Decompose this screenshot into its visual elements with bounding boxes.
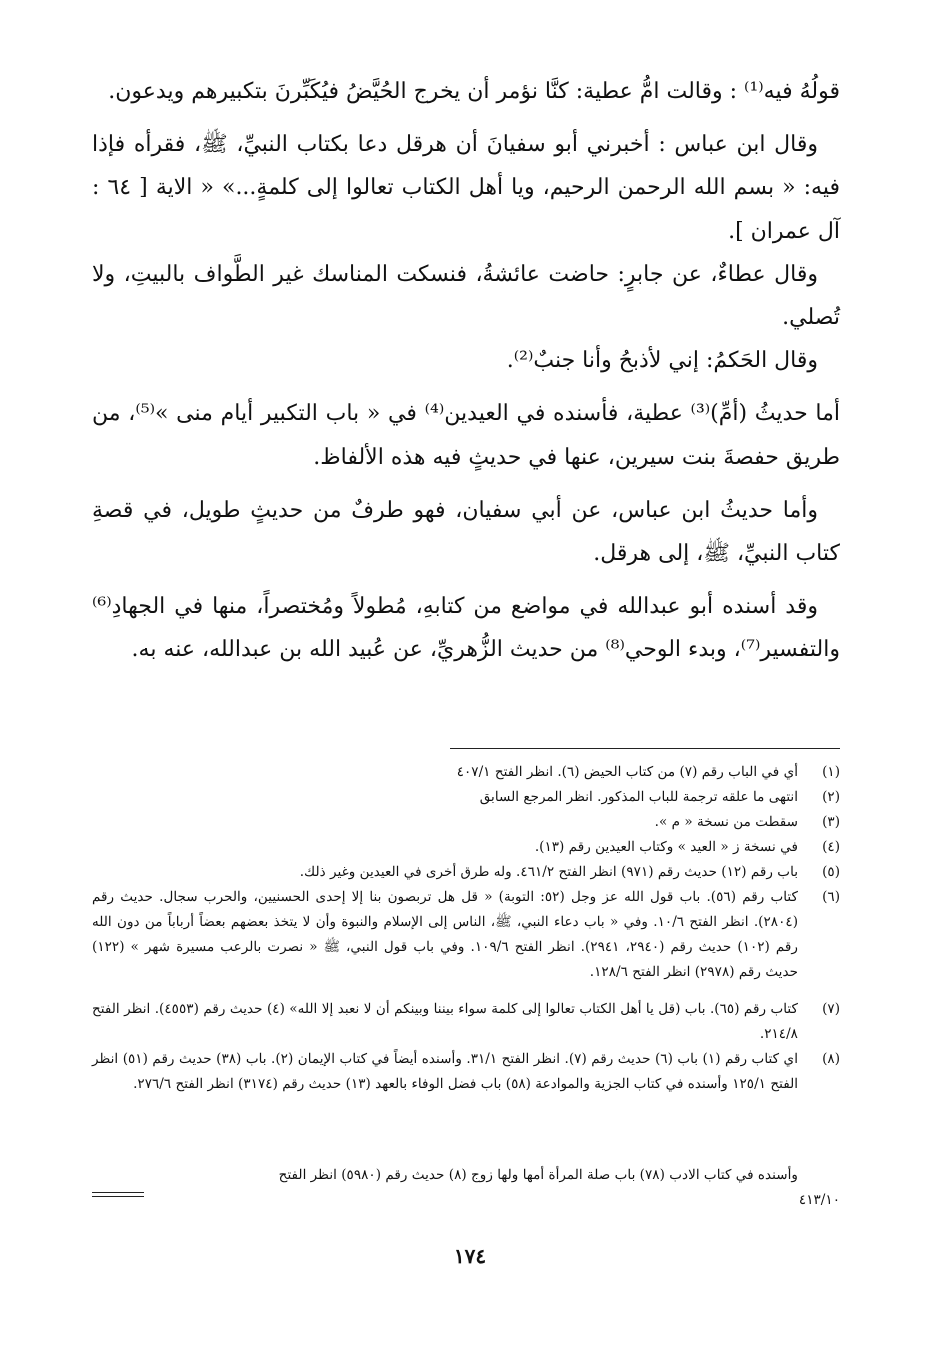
footnote-text: باب رقم (١٢) حديث رقم (٩٧١) انظر الفتح ٤٦١/٢. وله طرق أخرى في العيدين وغير ذلك. (299, 864, 798, 880)
footnote-number: (٥) (822, 864, 840, 880)
footnote-text: اي كتاب رقم (١) باب (٦) حديث رقم (٧). انظر الفتح ٣١/١. وأسنده أيضاً في كتاب الإيمان (٢). باب (٣٨) حديث رقم (٥١) انظر الفتح ١٢٥/١ وأسنده في كتاب الجزية والموادعة (٥٨) باب فضل الوفاء بالعهد (١٣) حديث رقم (٣١٧٤) انظر الفتح ٢٧٦/٦. (92, 1051, 798, 1092)
main-text (92, 70, 840, 672)
footnote-text: كتاب رقم (٦٥). باب (قل يا أهل الكتاب تعالوا إلى كلمة سواء بيننا وبينكم أن لا نعبد إلا الله» (٤) حديث رقم (٤٥٥٣). انظر الفتح ٢١٤/٨. (92, 1001, 798, 1042)
footnote-continuation (92, 1163, 840, 1213)
footnote-5 (92, 860, 840, 885)
footnote-number: (٣) (822, 814, 840, 830)
footnote-text: سقطت من نسخة « م ». (654, 814, 798, 830)
footnote-text: انتهى ما علقه ترجمة للباب المذكور. انظر المرجع السابق (479, 789, 798, 805)
footnote-1 (92, 760, 840, 785)
footnote-number: (٢) (822, 789, 840, 805)
footnote-text: أي في الباب رقم (٧) من كتاب الحيض (٦). انظر الفتح ٤٠٧/١ (456, 764, 798, 780)
double-rule (92, 1192, 144, 1197)
footnote-continuation-ref: ٤١٣/١٠ (798, 1192, 840, 1208)
footnote-continuation-line: وأسنده في كتاب الادب (٧٨) باب صلة المرأة أمها ولها زوج (٨) حديث رقم (٥٩٨٠) انظر الفتح (278, 1167, 798, 1183)
footnote-number: (٤) (822, 839, 840, 855)
page-number: ١٧٤ (453, 1244, 487, 1268)
footnote-8 (92, 1047, 840, 1097)
paragraph-5: أما حديثُ (أمِّ)⁽³⁾ عطية، فأسنده في العيدين⁽⁴⁾ في « باب التكبير أيام منى »⁽⁵⁾، من طريق حفصةَ بنت سيرين، عنها في حديثٍ فيه هذه الألفاظ. (92, 401, 840, 470)
paragraph-7: وقد أسنده أبو عبدالله في مواضع من كتابهِ، مُطولاً ومُختصراً، منها في الجهادِ⁽⁶⁾ والتفسير⁽⁷⁾، وبدء الوحي⁽⁸⁾ من حديث الزُّهريِّ، عن عُبيد الله بن عبدالله، عنه به. (92, 594, 840, 663)
footnote-separator (450, 748, 840, 749)
paragraph-3: وقال عطاءٌ، عن جابرٍ: حاضت عائشةُ، فنسكت المناسك غير الطَّواف بالبيتِ، ولا تُصلي. (92, 261, 840, 331)
footnote-6 (92, 885, 840, 985)
footnote-number: (٨) (822, 1051, 840, 1067)
paragraph-1: قولُهُ فيه⁽¹⁾ : وقالت امُّ عطية: كنَّا نؤمر أن يخرج الحُيَّضُ فيُكَبِّرنَ بتكبيرهم ويدعون. (108, 79, 840, 104)
footnote-3 (92, 810, 840, 835)
paragraph-6: وأما حديثُ ابن عباس، عن أبي سفيان، فهو طرفٌ من حديثٍ طويل، في قصةِ كتاب النبيِّ، ﷺ، إلى هرقل. (92, 497, 840, 567)
footnote-7 (92, 997, 840, 1047)
footnote-number: (٧) (822, 1001, 840, 1017)
footnote-number: (٦) (822, 889, 840, 905)
paragraph-2: وقال ابن عباس : أخبرني أبو سفيانَ أن هرقل دعا بكتاب النبيِّ، ﷺ، فقرأه فإذا فيه: « بسم الله الرحمن الرحيم، ويا أهل الكتاب تعالوا إلى كلمةٍ...» « الاية [ ٦٤ : آل عمران ]. (92, 132, 841, 244)
footnote-text: في نسخة ز « العيد » وكتاب العيدين رقم (١٣). (534, 839, 798, 855)
footnote-text: كتاب رقم (٥٦). باب قول الله عز وجل (٥٢: التوبة) « قل هل تربصون بنا إلا إحدى الحسنيين، والحرب سجال. حديث رقم (٢٨٠٤). انظر الفتح ١٠/٦. وفي « باب دعاء النبي، ﷺ، الناس إلى الإسلام والنبوة وأن لا يتخذ بعضهم بعضاً أرباباً من دون الله رقم (١٠٢) حديث رقم (٢٩٤٠، ٢٩٤١). انظر الفتح ١٠٩/٦. وفي باب قول النبي، ﷺ « نصرت بالرعب مسيرة شهر » (١٢٢) حديث رقم (٢٩٧٨) انظر الفتح ١٢٨/٦. (92, 889, 799, 980)
paragraph-4: وقال الحَكمُ: إني لأذبحُ وأنا جنبٌ⁽²⁾. (506, 348, 818, 374)
footnotes (92, 760, 840, 1097)
footnote-4 (92, 835, 840, 860)
footnote-2 (92, 785, 840, 810)
footnote-number: (١) (822, 764, 840, 780)
